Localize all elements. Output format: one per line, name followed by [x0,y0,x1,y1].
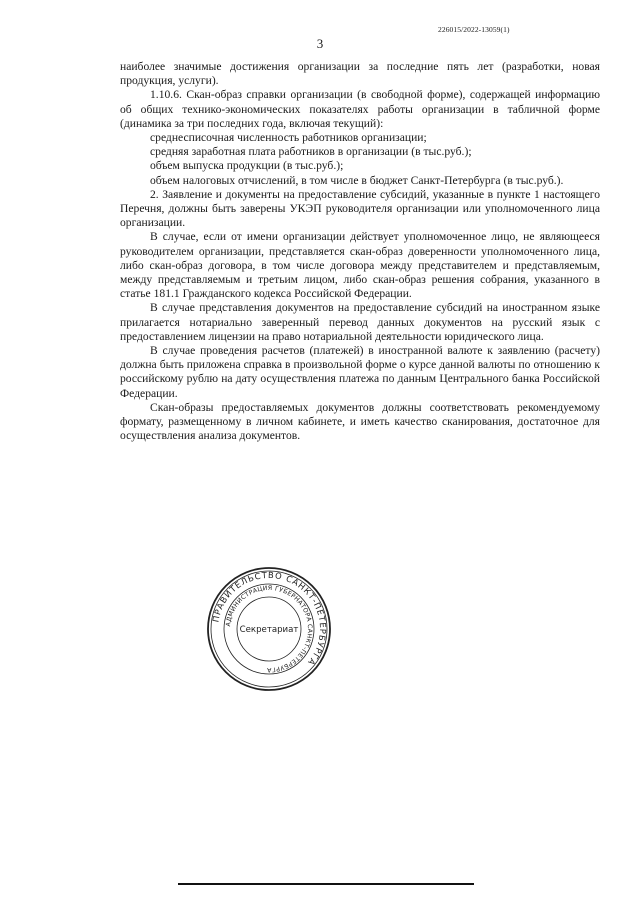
paragraph-achievements: наиболее значимые достижения организации за последние пять лет (разработки, новая продукция, услуги). [120,60,600,88]
paragraph-authorized-person: В случае, если от имени организации действует уполномоченное лицо, не являющееся руководителем организации, представляется скан-образ доверенности уполномоченного лица, либо скан-образ договора, в том числе договора между представителем и представляемым, между представляемым и третьим лицом, либо скан-образ решения собрания, указанного в статье 181.1 Гражданского кодекса Российской Федерации. [120,230,600,301]
stamp-inner-text: АДМИНИСТРАЦИЯ ГУБЕРНАТОРА САНКТ-ПЕТЕРБУРГА [225,584,314,674]
page-number: 3 [316,36,324,51]
list-item-headcount: среднесписочная численность работников организации; [150,131,427,145]
list-item-average-salary: средняя заработная плата работников в организации (в тыс.руб.); [150,145,472,159]
stamp-center-text: Секретариат [239,625,299,635]
document-body [120,60,600,443]
stamp-outer-text: ПРАВИТЕЛЬСТВО САНКТ-ПЕТЕРБУРГА [210,569,329,668]
secretariat-stamp [205,565,333,693]
paragraph-foreign-currency: В случае проведения расчетов (платежей) в иностранной валюте к заявлению (расчету) должна быть приложена справка в произвольной форме о курсе данной валюты по отношению к российскому рублю на дату осуществления платежа по данным Центрального банка Российской Федерации. [120,344,600,400]
paragraph-foreign-language: В случае представления документов на предоставление субсидий на иностранном языке прилагается нотариально заверенный перевод данных документов на русский язык с предоставлением лицензии на право нотариальной деятельности юридического лица. [120,301,600,343]
list-item-tax-payments: объем налоговых отчислений, в том числе в бюджет Санкт-Петербурга (в тыс.руб.). [150,173,564,187]
document-number: 226015/2022-13059(1) [438,25,510,34]
paragraph-scan-requirements: Скан-образы предоставляемых документов должны соответствовать рекомендуемому формату, размещенному в личном кабинете, и иметь качество сканирования, достаточное для осуществления анализа документов. [120,400,600,443]
bottom-divider [178,883,474,885]
paragraph-item-2: 2. Заявление и документы на предоставление субсидий, указанные в пункте 1 настоящего Перечня, должны быть заверены УКЭП руководителя организации или уполномоченного лица организации. [120,187,600,230]
paragraph-item-1-10-6: 1.10.6. Скан-образ справки организации (в свободной форме), содержащей информацию об общих технико-экономических показателях работы организации в табличной форме (динамика за три последних года, включая текущий): [120,88,600,130]
list-item-output-volume: объем выпуска продукции (в тыс.руб.); [150,159,344,173]
